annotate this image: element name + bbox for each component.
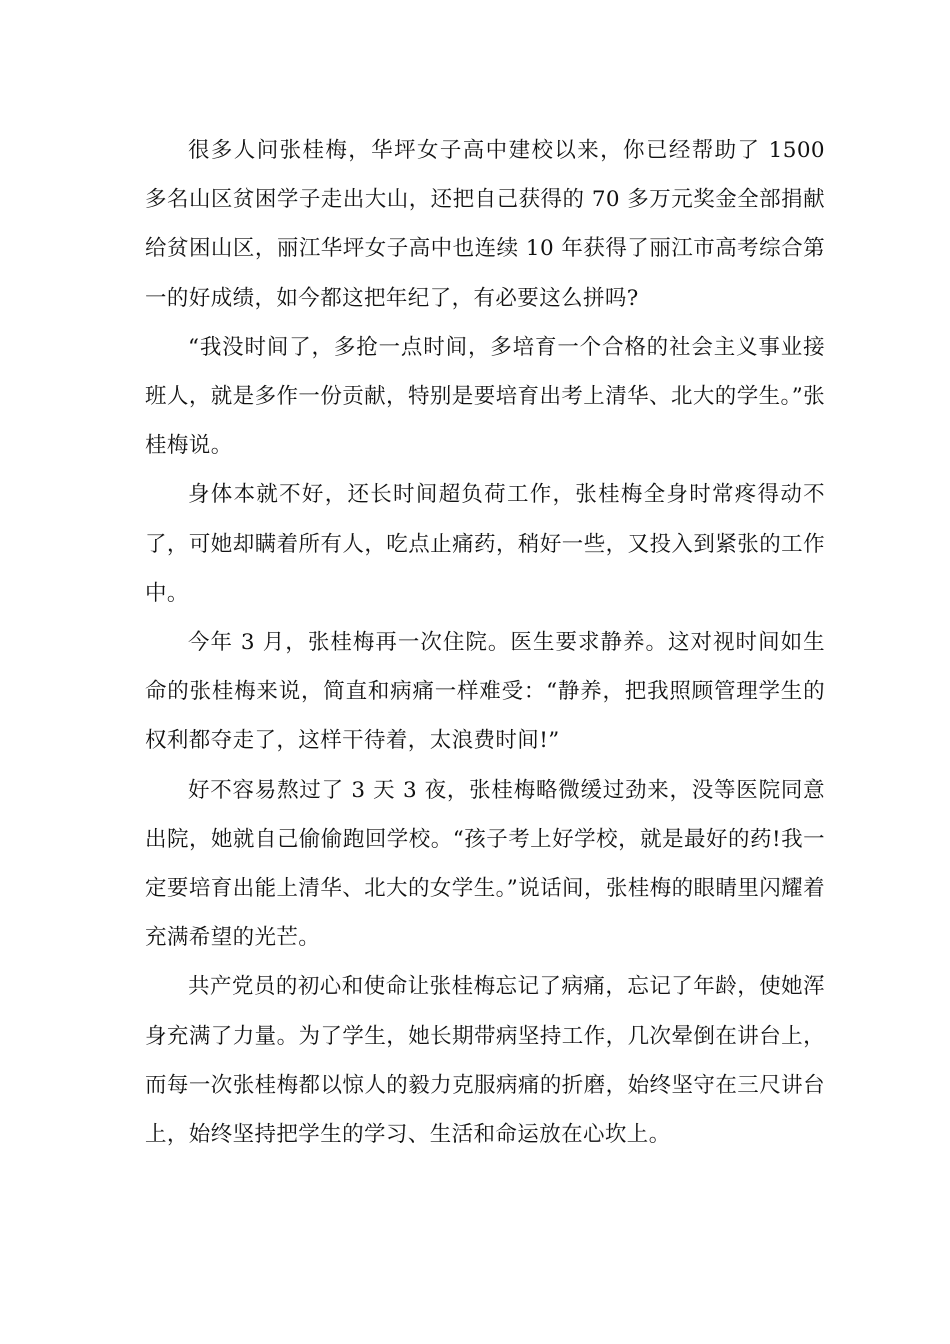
paragraph-6: 共产党员的初心和使命让张桂梅忘记了病痛，忘记了年龄，使她浑身充满了力量。为了学生，她长期带病坚持工作，几次晕倒在讲台上，而每一次张桂梅都以惊人的毅力克服病痛的折磨，始终坚守在三尺讲台上，始终坚持把学生的学习、生活和命运放在心坎上。 bbox=[145, 974, 825, 1148]
paragraph-3: 身体本就不好，还长时间超负荷工作，张桂梅全身时常疼得动不了，可她却瞒着所有人，吃点止痛药，稍好一些，又投入到紧张的工作中。 bbox=[145, 482, 825, 606]
paragraph-2: “我没时间了，多抢一点时间，多培育一个合格的社会主义事业接班人，就是多作一份贡献，特别是要培育出考上清华、北大的学生。”张桂梅说。 bbox=[145, 334, 825, 459]
document-body bbox=[145, 126, 825, 1159]
paragraph-5: 好不容易熬过了 3 天 3 夜，张桂梅略微缓过劲来，没等医院同意出院，她就自己偷偷跑回学校。“孩子考上好学校，就是最好的药!我一定要培育出能上清华、北大的女学生。”说话间，张桂梅的眼睛里闪耀着充满希望的光芒。 bbox=[145, 777, 825, 951]
paragraph-1: 很多人问张桂梅，华坪女子高中建校以来，你已经帮助了 1500 多名山区贫困学子走出大山，还把自己获得的 70 多万元奖金全部捐献给贫困山区，丽江华坪女子高中也连续 10 年获得了丽江市高考综合第一的好成绩，如今都这把年纪了，有必要这么拼吗? bbox=[145, 138, 825, 311]
paragraph-4: 今年 3 月，张桂梅再一次住院。医生要求静养。这对视时间如生命的张桂梅来说，简直和病痛一样难受：“静养，把我照顾管理学生的权利都夺走了，这样干待着，太浪费时间!” bbox=[145, 630, 825, 754]
